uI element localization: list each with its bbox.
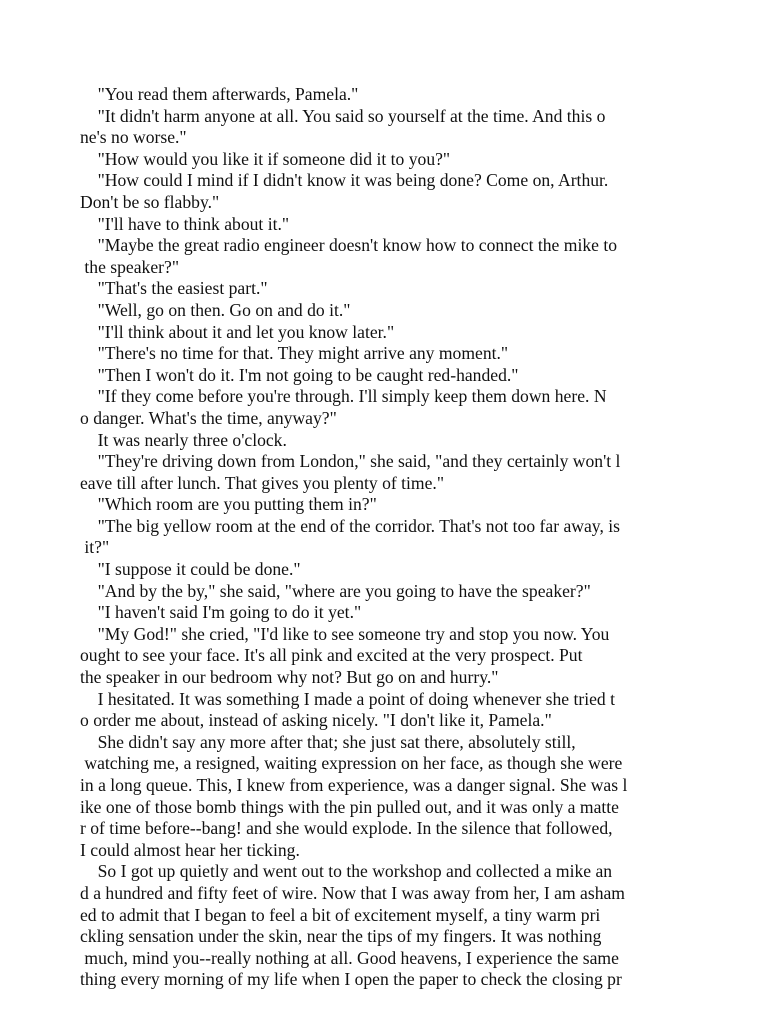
text-line: "I suppose it could be done." [80,559,301,580]
text-line: "If they come before you're through. I'll simply keep them down here. N [80,386,607,407]
text-line: "The big yellow room at the end of the corridor. That's not too far away, is [80,515,620,536]
text-line: ed to admit that I began to feel a bit of excitement myself, a tiny warm pri [80,904,601,925]
text-line: "They're driving down from London," she said, "and they certainly won't l [80,451,621,472]
text-line: eave till after lunch. That gives you plenty of time." [80,472,445,493]
text-line: I could almost hear her ticking. [80,839,300,860]
text-line: watching me, a resigned, waiting expression on her face, as though she were [80,753,623,774]
text-line: "How could I mind if I didn't know it was being done? Come on, Arthur. [80,170,609,191]
text-line: "And by the by," she said, "where are you going to have the speaker?" [80,580,591,601]
text-line: "Maybe the great radio engineer doesn't know how to connect the mike to [80,235,618,256]
text-line: "Then I won't do it. I'm not going to be caught red-handed." [80,364,519,385]
text-line: "I'll have to think about it." [80,213,290,234]
text-line: "You read them afterwards, Pamela." [80,84,359,104]
text-line: Don't be so flabby." [80,191,220,212]
text-line: So I got up quietly and went out to the workshop and collected a mike an [80,861,613,882]
text-line: r of time before--bang! and she would explode. In the silence that followed, [80,818,613,839]
text-line: "I haven't said I'm going to do it yet." [80,602,362,623]
body-text [80,84,720,991]
text-line: "My God!" she cried, "I'd like to see someone try and stop you now. You [80,623,610,644]
text-line: ne's no worse." [80,127,187,148]
text-line: in a long queue. This, I knew from experience, was a danger signal. She was l [80,775,628,795]
text-line: o danger. What's the time, anyway?" [80,407,337,428]
text-line: ike one of those bomb things with the pin pulled out, and it was only a matte [80,796,619,817]
text-line: the speaker in our bedroom why not? But go on and hurry." [80,667,499,688]
text-line: ckling sensation under the skin, near the tips of my fingers. It was nothing [80,926,602,947]
text-line: it?" [80,537,110,558]
text-line: It was nearly three o'clock. [80,429,287,450]
text-line: "That's the easiest part." [80,278,268,299]
text-line: "There's no time for that. They might arrive any moment." [80,343,509,364]
text-line: the speaker?" [80,256,180,277]
text-line: "Well, go on then. Go on and do it." [80,299,351,320]
text-line: thing every morning of my life when I open the paper to check the closing pr [80,969,622,990]
text-line: o order me about, instead of asking nicely. "I don't like it, Pamela." [80,710,552,731]
text-line: "It didn't harm anyone at all. You said so yourself at the time. And this o [80,105,606,126]
text-line: "I'll think about it and let you know later." [80,321,395,342]
text-line: d a hundred and fifty feet of wire. Now that I was away from her, I am asham [80,882,625,903]
text-line: "Which room are you putting them in?" [80,494,377,515]
text-line: "How would you like it if someone did it to you?" [80,148,451,169]
text-line: She didn't say any more after that; she just sat there, absolutely still, [80,731,576,752]
text-line: much, mind you--really nothing at all. Good heavens, I experience the same [80,947,619,968]
text-line: ought to see your face. It's all pink and excited at the very prospect. Put [80,645,583,666]
text-line: I hesitated. It was something I made a point of doing whenever she tried t [80,688,616,709]
